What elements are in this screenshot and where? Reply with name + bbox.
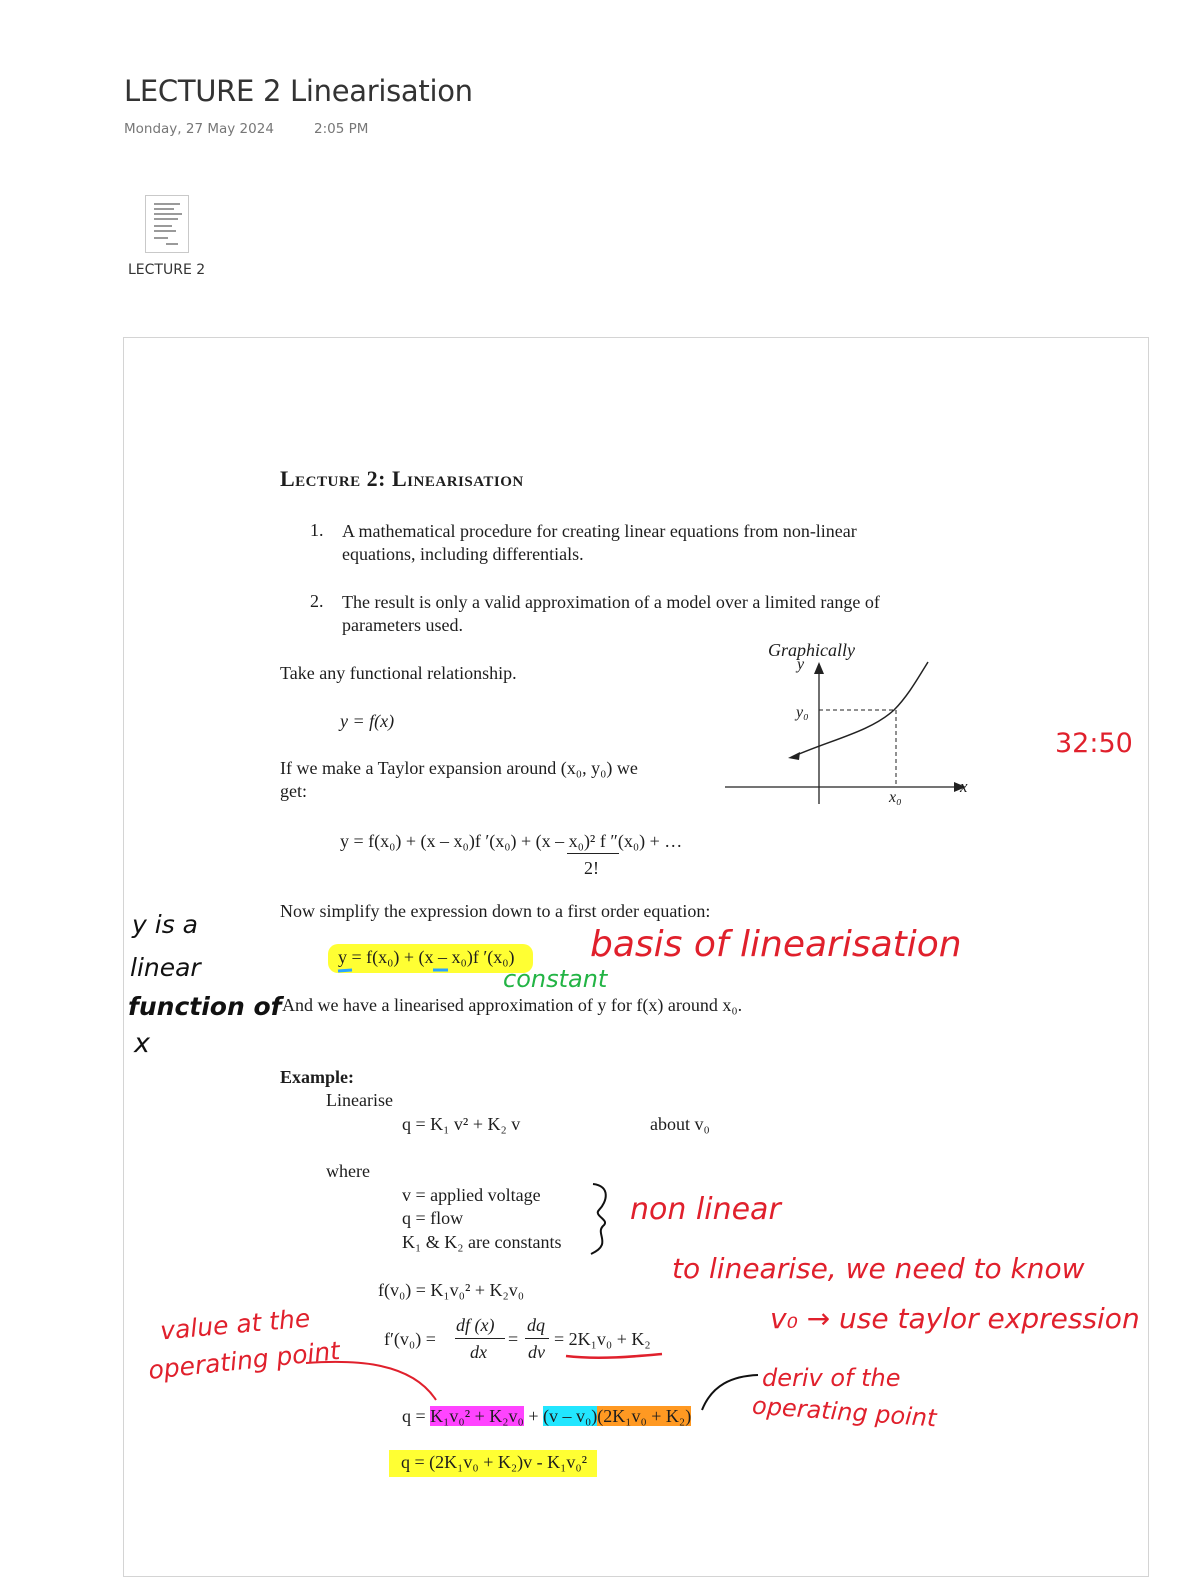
definition: K₁ & K₂ are constants (402, 1232, 562, 1252)
curve-arrow (788, 752, 800, 760)
plus-sign: + (528, 1406, 539, 1426)
linearised-q-equation (402, 1405, 691, 1428)
example-equation: f(v₀) = K₁v₀² + K₂v₀ (378, 1280, 525, 1300)
final-equation: q = (2K₁v₀ + K₂)v - K₁v₀² (389, 1450, 597, 1477)
graph-title: Graphically (768, 640, 855, 660)
graph-x0-label: x₀ (889, 789, 902, 806)
basis-annotation: basis of linearisation (590, 924, 962, 965)
graph-y-label: y (797, 656, 805, 673)
example-equation: q = K₁ v² + K₂ v (402, 1114, 521, 1134)
q-prefix: q = (402, 1406, 426, 1426)
taylor-denominator: 2! (584, 858, 599, 878)
ink-note: to linearise, we need to know (672, 1252, 1085, 1285)
derivative-rhs: = 2K₁v₀ + K₂ (554, 1329, 651, 1349)
y-axis-arrow (814, 662, 824, 674)
point-text: parameters used. (342, 615, 463, 635)
ink-note: value at the (159, 1303, 312, 1346)
fraction-num: dq (527, 1315, 545, 1335)
example-about: about v₀ (650, 1114, 710, 1134)
body-text: If we make a Taylor expansion around (x₀, y₀) we (280, 758, 638, 778)
ink-note: v₀ → use taylor expression (770, 1302, 1140, 1335)
graph-y0-label: y₀ (796, 704, 809, 721)
page-date: Monday, 27 May 2024 (124, 121, 274, 137)
body-text: get: (280, 781, 307, 801)
example-text: where (326, 1161, 370, 1181)
graph-figure (720, 636, 980, 816)
constant-annotation: constant (503, 965, 608, 993)
attachment-label[interactable]: LECTURE 2 (128, 262, 206, 278)
equals-sign: = (508, 1329, 519, 1349)
ink-note: function of (128, 992, 282, 1021)
point-text: The result is only a valid approximation of a model over a limited range of (342, 592, 880, 612)
first-order-equation: y = f(x₀) + (x – x₀)f ′(x₀) (328, 944, 533, 973)
graph-x-label: x (960, 777, 968, 796)
fraction-bar (525, 1338, 549, 1339)
timestamp-annotation: 32:50 (1055, 728, 1133, 759)
body-text: And we have a linearised approximation of y for f(x) around x₀. (282, 995, 743, 1015)
ink-note: operating point (751, 1391, 938, 1433)
definition: q = flow (402, 1208, 464, 1228)
body-text: Take any functional relationship. (280, 663, 517, 683)
fraction-num: df (x) (456, 1315, 495, 1335)
point-number: 2. (310, 591, 324, 611)
point-text: A mathematical procedure for creating linear equations from non-linear (342, 521, 857, 541)
brace-annotation (583, 1180, 623, 1260)
non-linear-annotation: non linear (630, 1192, 781, 1227)
fraction-den: dv (528, 1342, 545, 1362)
page-title[interactable]: LECTURE 2 Linearisation (124, 74, 473, 108)
example-text: Linearise (326, 1090, 393, 1110)
document-heading: Lecture 2: Linearisation (280, 466, 524, 491)
derivative-term: (2K₁v₀ + K₂) (597, 1406, 692, 1426)
ink-note: deriv of the (762, 1364, 901, 1392)
fraction-bar (455, 1338, 505, 1339)
point-number: 1. (310, 520, 324, 540)
body-text: Now simplify the expression down to a first order equation: (280, 901, 711, 921)
equation: y = f(x) (340, 711, 395, 731)
point-text: equations, including differentials. (342, 544, 584, 564)
ink-note: y is a (132, 910, 198, 939)
pdf-document-icon[interactable] (145, 195, 189, 253)
definition: v = applied voltage (402, 1185, 541, 1205)
fraction-bar (567, 853, 619, 854)
delta-term: (v – v₀) (542, 1406, 598, 1426)
fraction-den: dx (470, 1342, 487, 1362)
example-heading: Example: (280, 1067, 354, 1087)
function-curve (792, 662, 928, 757)
ink-note: x (134, 1028, 150, 1059)
ink-note: linear (130, 953, 201, 982)
taylor-equation: y = f(x₀) + (x – x₀)f ′(x₀) + (x – x₀)² f ″(x₀) + … (340, 831, 683, 851)
ink-note: operating point (147, 1336, 342, 1385)
derivative-lhs: f′(v₀) = (384, 1329, 436, 1349)
value-term: K₁v₀² + K₂v₀ (430, 1406, 524, 1426)
page-time: 2:05 PM (314, 121, 369, 137)
